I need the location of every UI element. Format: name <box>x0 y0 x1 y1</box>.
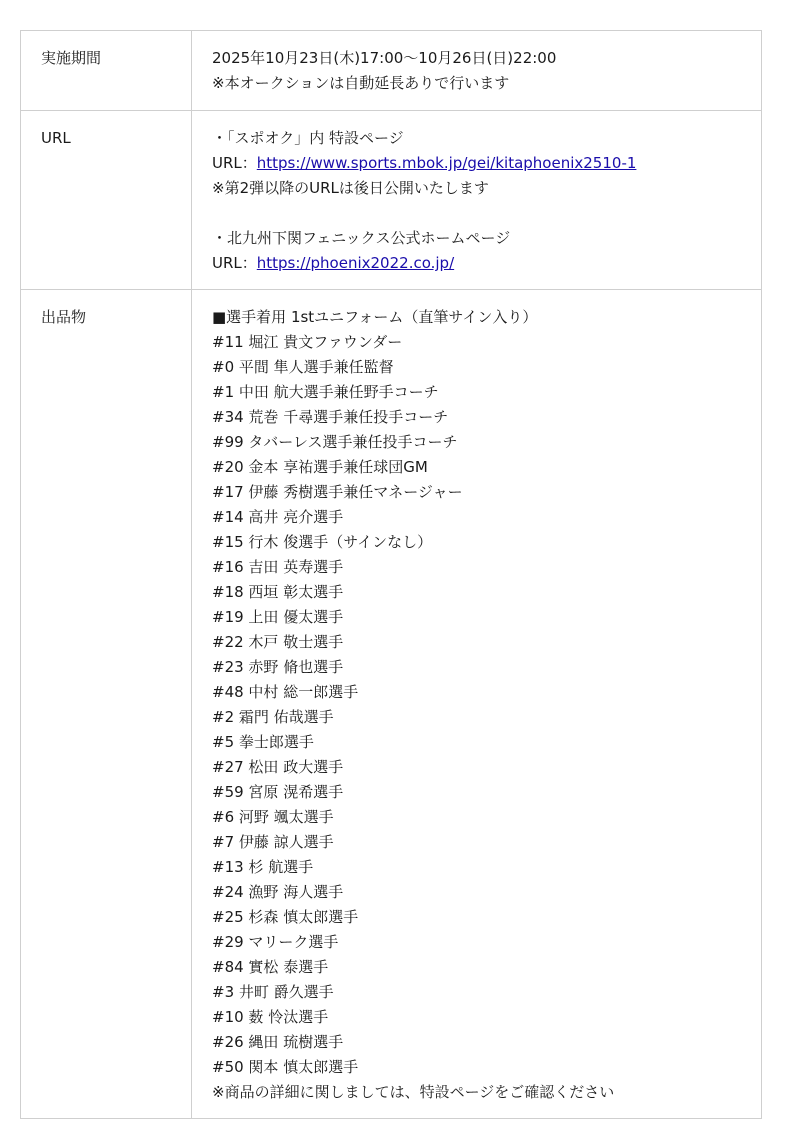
list-item: #34 荒巻 千尋選手兼任投手コーチ <box>212 408 449 426</box>
list-item: #84 實松 泰選手 <box>212 958 329 976</box>
items-row <box>21 290 762 1119</box>
url-value-cell <box>192 111 762 290</box>
list-item: #25 杉森 慎太郎選手 <box>212 908 359 926</box>
list-item: #14 高井 亮介選手 <box>212 508 344 526</box>
list-item: #29 マリーク選手 <box>212 933 339 951</box>
list-item: #18 西垣 彰太選手 <box>212 583 344 601</box>
site1-note: ※第2弾以降のURLは後日公開いたします <box>212 179 489 197</box>
list-item: #27 松田 政大選手 <box>212 758 344 776</box>
list-item: #20 金本 享祐選手兼任球団GM <box>212 458 428 476</box>
list-item: #17 伊藤 秀樹選手兼任マネージャー <box>212 483 463 501</box>
items-label-cell <box>21 290 192 1119</box>
list-item: #11 堀江 貴文ファウンダー <box>212 333 403 351</box>
period-dates: 2025年10月23日(木)17:00〜10月26日(日)22:00 <box>212 49 557 67</box>
site2-title: ・北九州下関フェニックス公式ホームページ <box>212 229 511 247</box>
list-item: #22 木戸 敬士選手 <box>212 633 344 651</box>
items-label: 出品物 <box>41 308 87 326</box>
period-value-cell <box>192 31 762 111</box>
url-label: URL <box>41 129 71 147</box>
period-note: ※本オークションは自動延長ありで行います <box>212 74 510 92</box>
auction-info-table <box>20 30 762 1119</box>
site1-url-line <box>212 151 751 176</box>
list-item: #23 赤野 脩也選手 <box>212 658 344 676</box>
list-item: #13 杉 航選手 <box>212 858 314 876</box>
official-homepage-link[interactable]: https://phoenix2022.co.jp/ <box>256 254 455 272</box>
items-value-cell <box>192 290 762 1119</box>
list-item: #1 中田 航大選手兼任野手コーチ <box>212 383 439 401</box>
site2-url-prefix: URL： <box>212 254 257 272</box>
list-item: #59 宮原 滉希選手 <box>212 783 344 801</box>
list-item: #0 平間 隼人選手兼任監督 <box>212 358 394 376</box>
site1-url-prefix: URL： <box>212 154 257 172</box>
list-item: #48 中村 総一郎選手 <box>212 683 359 701</box>
list-item: #16 吉田 英寿選手 <box>212 558 344 576</box>
period-label-cell <box>21 31 192 111</box>
spacer <box>212 201 751 226</box>
list-item: #26 縄田 琉樹選手 <box>212 1033 344 1051</box>
items-footer-note: ※商品の詳細に関しましては、特設ページをご確認ください <box>212 1083 615 1101</box>
list-item: #50 関本 慎太郎選手 <box>212 1058 359 1076</box>
list-item: #5 拳士郎選手 <box>212 733 314 751</box>
list-item: #10 薮 怜汰選手 <box>212 1008 329 1026</box>
sportsoku-special-page-link[interactable]: https://www.sports.mbok.jp/gei/kitaphoenix2510-1 <box>256 154 637 172</box>
players-list <box>212 330 751 1080</box>
list-item: #6 河野 颯太選手 <box>212 808 334 826</box>
list-item: #2 霜門 佑哉選手 <box>212 708 334 726</box>
list-item: #15 行木 俊選手（サインなし） <box>212 533 433 551</box>
url-row <box>21 111 762 290</box>
url-label-cell <box>21 111 192 290</box>
list-item: #99 タバーレス選手兼任投手コーチ <box>212 433 458 451</box>
items-heading: ■選手着用 1stユニフォーム（直筆サイン入り） <box>212 308 538 326</box>
period-label: 実施期間 <box>41 49 102 67</box>
period-row <box>21 31 762 111</box>
list-item: #19 上田 優太選手 <box>212 608 344 626</box>
site2-url-line <box>212 251 751 276</box>
list-item: #7 伊藤 諒人選手 <box>212 833 334 851</box>
list-item: #3 井町 爵久選手 <box>212 983 334 1001</box>
list-item: #24 漁野 海人選手 <box>212 883 344 901</box>
site1-title: ・「スポオク」内 特設ページ <box>212 129 404 147</box>
